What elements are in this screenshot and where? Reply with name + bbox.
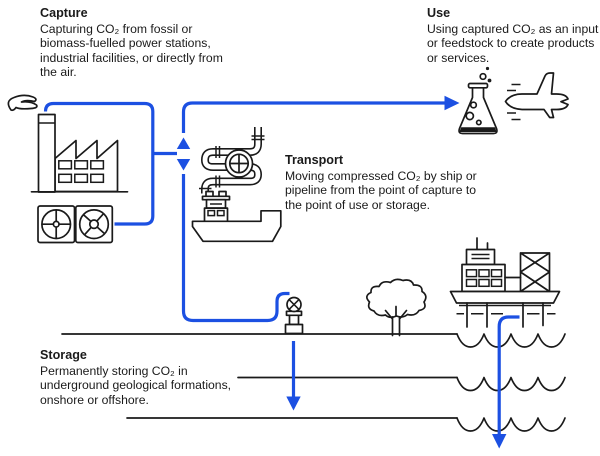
offshore-injection-line [499, 317, 519, 434]
ship-icon [193, 192, 281, 242]
capture-line: biomass-fuelled power stations, [40, 36, 211, 51]
junction-up-arrowhead [177, 138, 190, 150]
offshore-platform-icon [451, 238, 560, 327]
storage-line [184, 174, 290, 321]
capture-line: Capturing CO₂ from fossil or [40, 21, 193, 36]
use-line [184, 103, 446, 133]
storage-line: Permanently storing CO₂ in [40, 363, 188, 378]
flask-icon [459, 67, 497, 134]
storage-label [40, 348, 231, 407]
tree-icon [367, 279, 426, 335]
use-label [427, 6, 598, 65]
capture-line: the air. [40, 65, 77, 80]
use-title: Use [427, 6, 451, 20]
storage-title: Storage [40, 348, 87, 362]
use-arrowhead [445, 96, 460, 110]
capture-line: industrial facilities, or directly from [40, 50, 223, 65]
transport-line: the point of use or storage. [285, 197, 430, 212]
airplane-icon [506, 73, 569, 120]
transport-line: pipeline from the point of capture to [285, 183, 477, 198]
transport-line: Moving compressed CO₂ by ship or [285, 168, 477, 183]
capture-label [40, 6, 223, 80]
smoke-icon [8, 95, 37, 110]
storage-line: underground geological formations, [40, 378, 232, 393]
offshore-injection-arrowhead [492, 434, 506, 449]
pipeline-icon [199, 126, 265, 195]
junction-down-arrowhead [177, 159, 190, 171]
dac-fans-icon [38, 206, 113, 243]
use-line: Using captured CO₂ as an input [427, 21, 599, 36]
transport-title: Transport [285, 153, 344, 167]
wellhead-icon [286, 298, 303, 334]
use-line: or feedstock to create products [427, 36, 595, 51]
transport-label [285, 153, 477, 212]
capture-title: Capture [40, 6, 88, 20]
factory-icon [8, 95, 127, 192]
storage-line: onshore or offshore. [40, 392, 149, 407]
waves-icon [457, 334, 565, 431]
use-line: or services. [427, 50, 490, 65]
onshore-injection-arrowhead [286, 397, 300, 411]
